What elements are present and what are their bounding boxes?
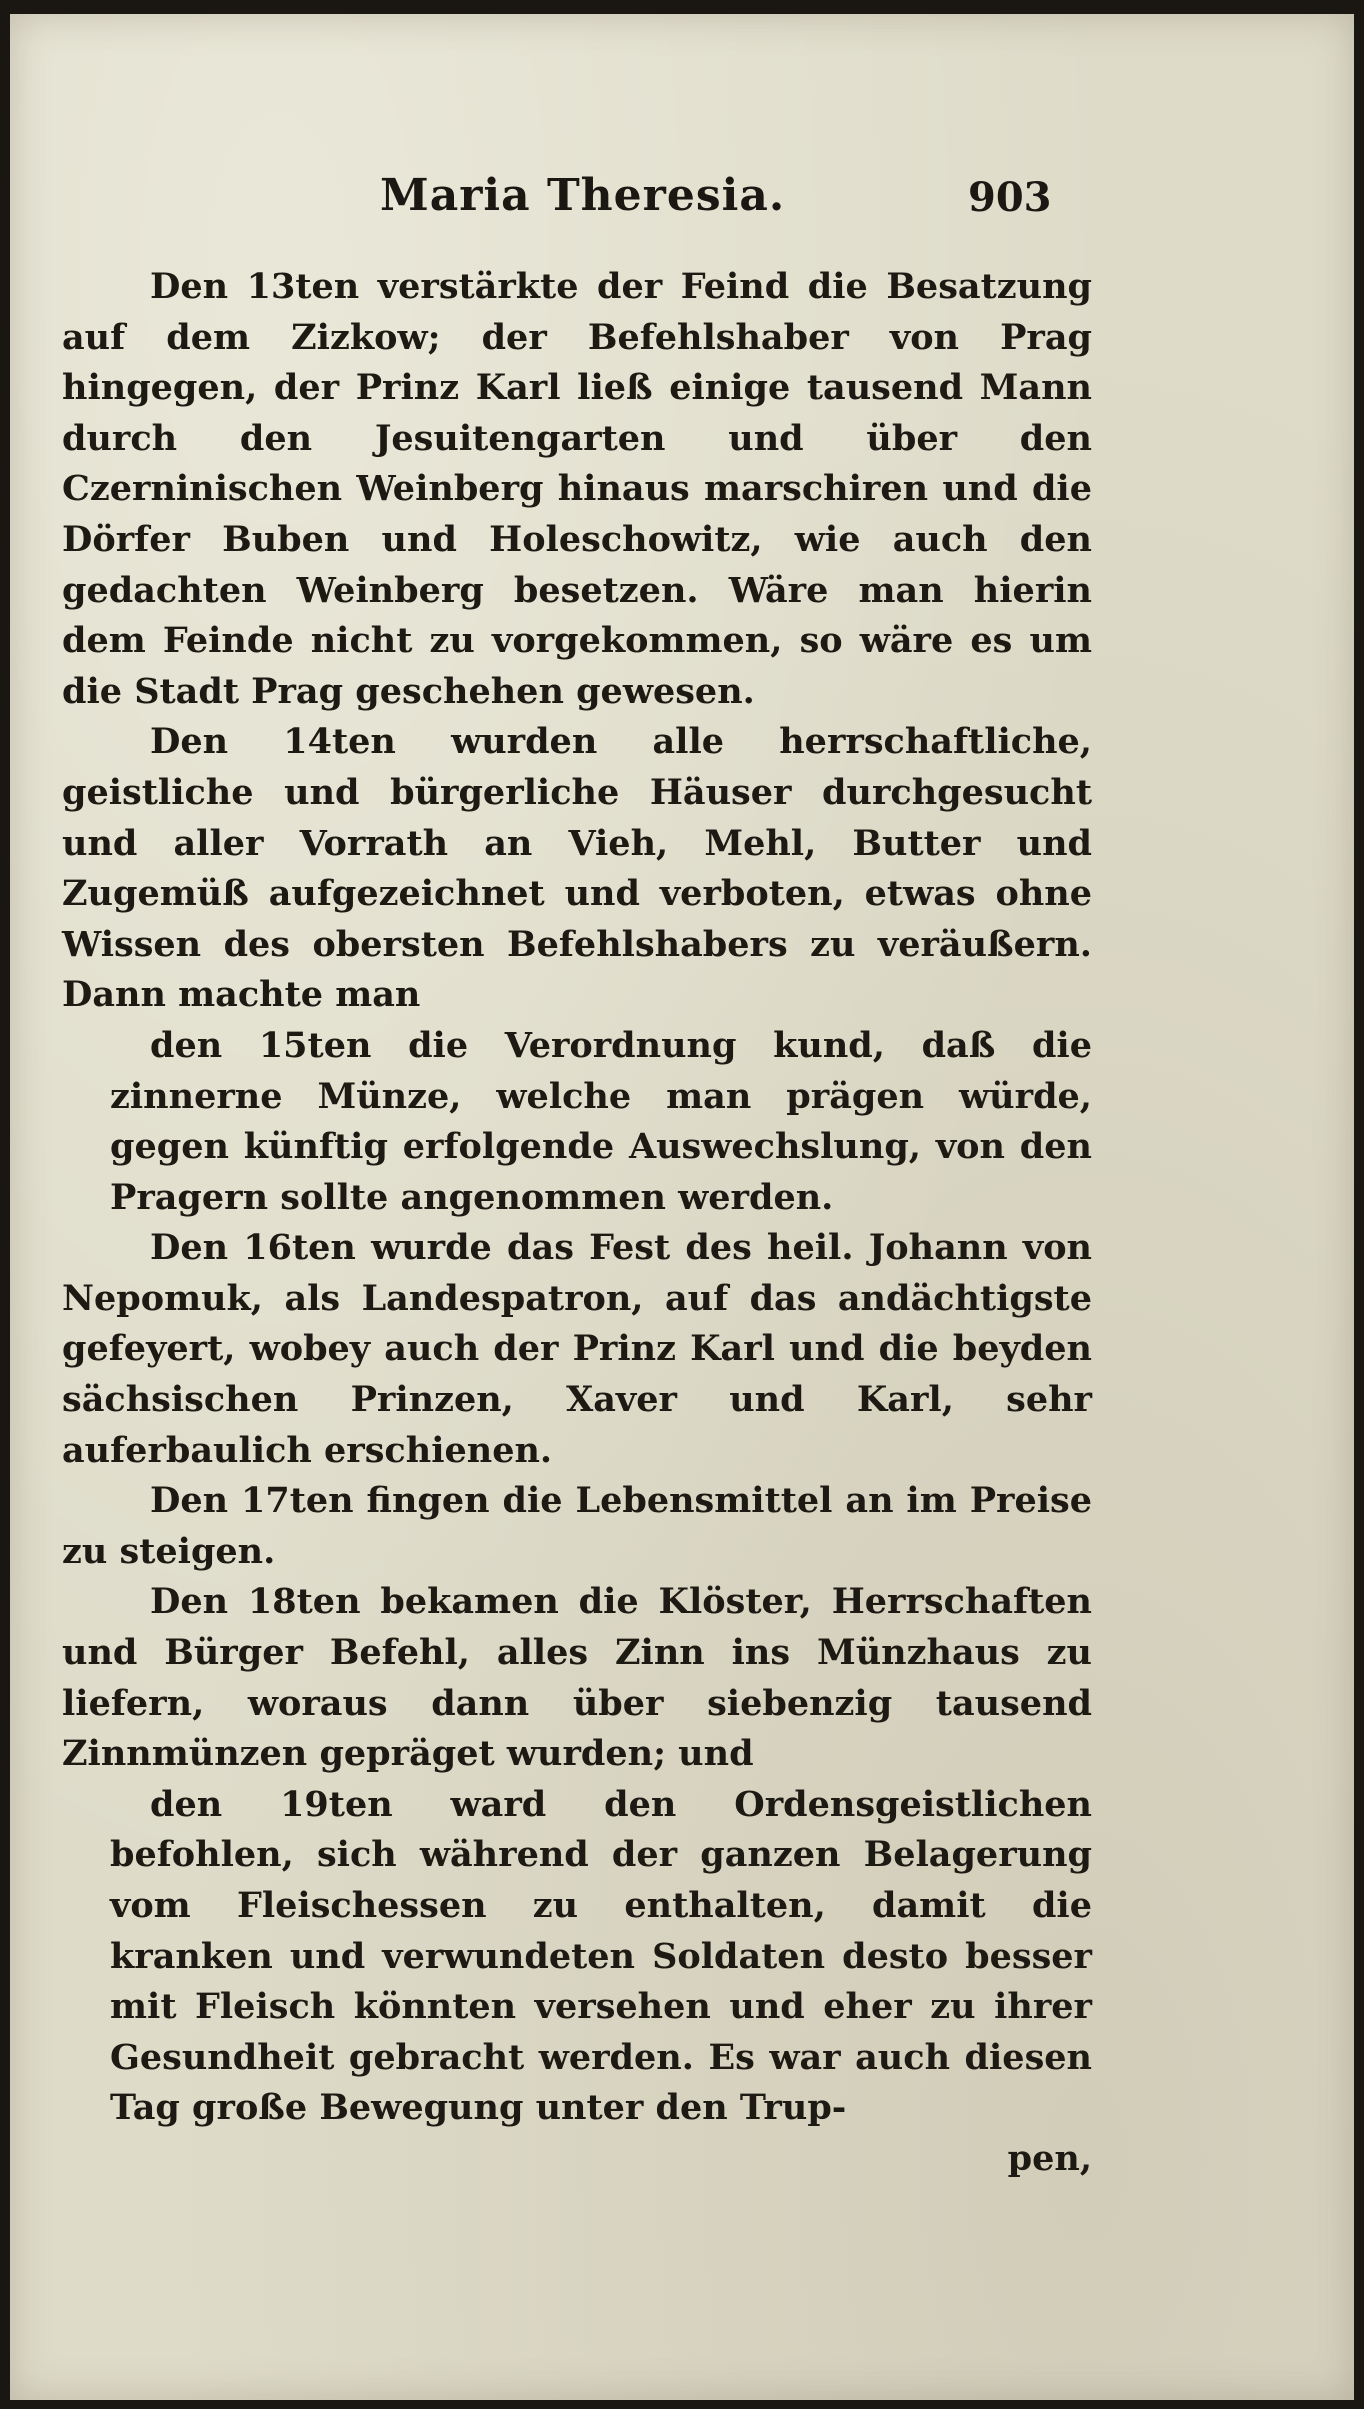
book-page <box>10 14 1354 2400</box>
paragraph-17th: Den 17ten fingen die Lebensmittel an im Preise zu steigen. <box>62 1480 1092 1572</box>
page-number: 903 <box>968 174 1052 221</box>
paragraph-15th: den 15ten die Verordnung kund, daß die zinnerne Münze, welche man prägen würde, gegen künftig erfolgende Auswechslung, von den Pragern sollte angenommen werden. <box>110 1024 1092 1218</box>
paragraph-13th: Den 13ten verstärkte der Feind die Besatzung auf dem Zizkow; der Befehlshaber von Prag hingegen, der Prinz Karl ließ einige tausend Mann durch den Jesuitengarten und über den Czerninischen Weinberg hinaus marschiren und die Dörfer Buben und Holeschowitz, wie auch den gedachten Weinberg besetzen. Wäre man hierin dem Feinde nicht zu vorgekommen, so wäre es um die Stadt Prag geschehen gewesen. <box>62 266 1092 712</box>
body-text <box>62 262 1092 2185</box>
page-header <box>10 164 1354 234</box>
paragraph-19th: den 19ten ward den Ordensgeistlichen befohlen, sich während der ganzen Belagerung vom Fleischessen zu enthalten, damit die kranken und verwundeten Soldaten desto besser mit Fleisch könnten versehen und eher zu ihrer Gesundheit gebracht werden. Es war auch diesen Tag große Bewegung unter den Trup- <box>110 1783 1092 2129</box>
catchword: pen, <box>1007 2137 1092 2179</box>
paragraph-14th: Den 14ten wurden alle herrschaftliche, geistliche und bürgerliche Häuser durchgesucht und aller Vorrath an Vieh, Mehl, Butter und Zugemüß aufgezeichnet und verboten, etwas ohne Wissen des obersten Befehlshabers zu veräußern. Dann machte man <box>62 721 1092 1016</box>
running-title: Maria Theresia. <box>380 170 786 221</box>
paragraph-16th: Den 16ten wurde das Fest des heil. Johann von Nepomuk, als Landespatron, auf das andächtigste gefeyert, wobey auch der Prinz Karl und die beyden sächsischen Prinzen, Xaver und Karl, sehr auferbaulich erschienen. <box>62 1227 1092 1471</box>
paragraph-18th: Den 18ten bekamen die Klöster, Herrschaften und Bürger Befehl, alles Zinn ins Münzhaus zu liefern, woraus dann über siebenzig tausend Zinnmünzen gepräget wurden; und <box>62 1581 1092 1775</box>
